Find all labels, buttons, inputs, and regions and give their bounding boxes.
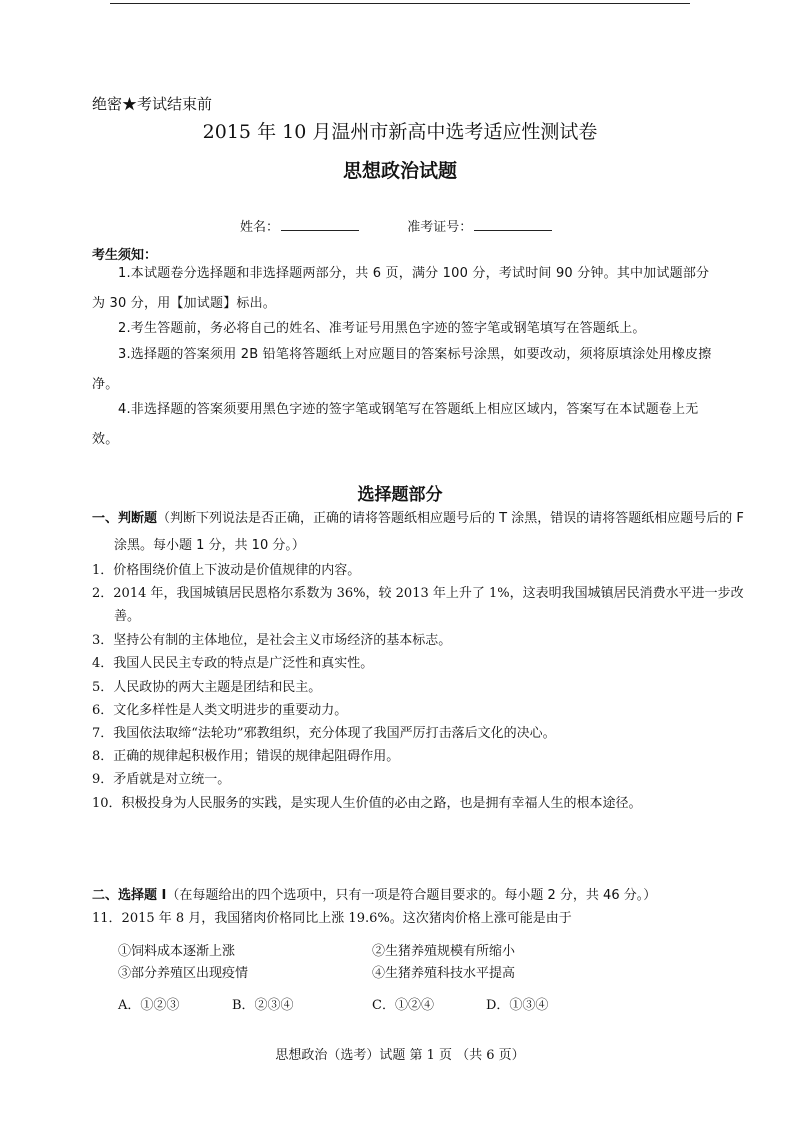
judgment-3: 3．坚持公有制的主体地位，是社会主义市场经济的基本标志。 (92, 633, 452, 648)
top-rule (110, 3, 690, 4)
q11-item-3: ③部分养殖区出现疫情 (118, 966, 249, 981)
candidate-info-row (240, 216, 552, 235)
notice-item-1: 1.本试题卷分选择题和非选择题两部分，共 6 页，满分 100 分，考试时间 90 分钟。其中加试题部分为 30 分，用【加试题】标出。 (92, 266, 710, 311)
judgment-6: 6．文化多样性是人类文明进步的重要动力。 (92, 703, 348, 718)
page-footer: 思想政治（选考）试题 第 1 页 （共 6 页） (275, 1048, 525, 1063)
q11-item-1: ①饲料成本逐渐上涨 (118, 944, 236, 959)
subject-title: 思想政治试题 (342, 160, 457, 182)
part2-instructions (92, 884, 722, 907)
judgment-4: 4．我国人民民主专政的特点是广泛性和真实性。 (92, 656, 374, 671)
judgment-1: 1．价格围绕价值上下波动是价值规律的内容。 (92, 563, 361, 578)
judgment-9: 9．矛盾就是对立统一。 (92, 772, 231, 787)
q11-item-4: ④生猪养殖科技水平提高 (372, 966, 516, 981)
notice-item-2: 2.考生答题前，务必将自己的姓名、准考证号用黑色字迹的签字笔或钢笔填写在答题纸上。 (118, 321, 646, 336)
part2-desc: （在每题给出的四个选项中，只有一项是符合题目要求的。每小题 2 分，共 46 分。） (166, 888, 657, 903)
q11-item-2: ②生猪养殖规模有所缩小 (372, 944, 516, 959)
id-label: 准考证号： (407, 220, 473, 235)
notice-item-4: 4.非选择题的答案须要用黑色字迹的签字笔或钢笔写在答题纸上相应区域内，答案写在本试题卷上无效。 (92, 402, 699, 447)
q11-choice-a: A．①②③ (118, 998, 180, 1013)
confidential-mark: 绝密★考试结束前 (92, 95, 213, 113)
id-blank (474, 217, 552, 231)
q11-choice-b: B．②③④ (232, 998, 294, 1013)
name-label: 姓名： (240, 220, 280, 235)
q11-choice-d: D．①③④ (486, 998, 549, 1013)
notice-heading: 考生须知： (92, 248, 158, 263)
section-title: 选择题部分 (357, 485, 443, 505)
q11-choice-c: C．①②④ (372, 998, 434, 1013)
judgment-2: 2．2014 年，我国城镇居民恩格尔系数为 36%，较 2013 年上升了 1%，这表明我国城镇居民消费水平进一步改善。 (92, 586, 744, 624)
judgment-8: 8．正确的规律起积极作用；错误的规律起阻碍作用。 (92, 749, 400, 764)
exam-title: 2015 年 10 月温州市新高中选考适应性测试卷 (202, 121, 598, 143)
part1-title: 一、判断题 (92, 511, 158, 526)
judgment-5: 5．人民政协的两大主题是团结和民主。 (92, 680, 322, 695)
q11-stem: 11．2015 年 8 月，我国猪肉价格同比上涨 19.6%。这次猪肉价格上涨可能是由于 (92, 911, 572, 926)
name-blank (281, 217, 359, 231)
judgment-7: 7．我国依法取缔“法轮功”邪教组织，充分体现了我国严厉打击落后文化的决心。 (92, 726, 556, 741)
part1-instructions (92, 505, 744, 559)
part2-title: 二、选择题 I (92, 888, 167, 903)
judgment-10: 10．积极投身为人民服务的实践，是实现人生价值的必由之路，也是拥有幸福人生的根本途径。 (92, 796, 642, 811)
notice-item-3: 3.选择题的答案须用 2B 铅笔将答题纸上对应题目的答案标号涂黑，如要改动，须将原填涂处用橡皮擦净。 (92, 347, 712, 392)
part1-desc: （判断下列说法是否正确，正确的请将答题纸相应题号后的 T 涂黑，错误的请将答题纸相应题号后的 F 涂黑。每小题 1 分，共 10 分。） (114, 511, 744, 553)
